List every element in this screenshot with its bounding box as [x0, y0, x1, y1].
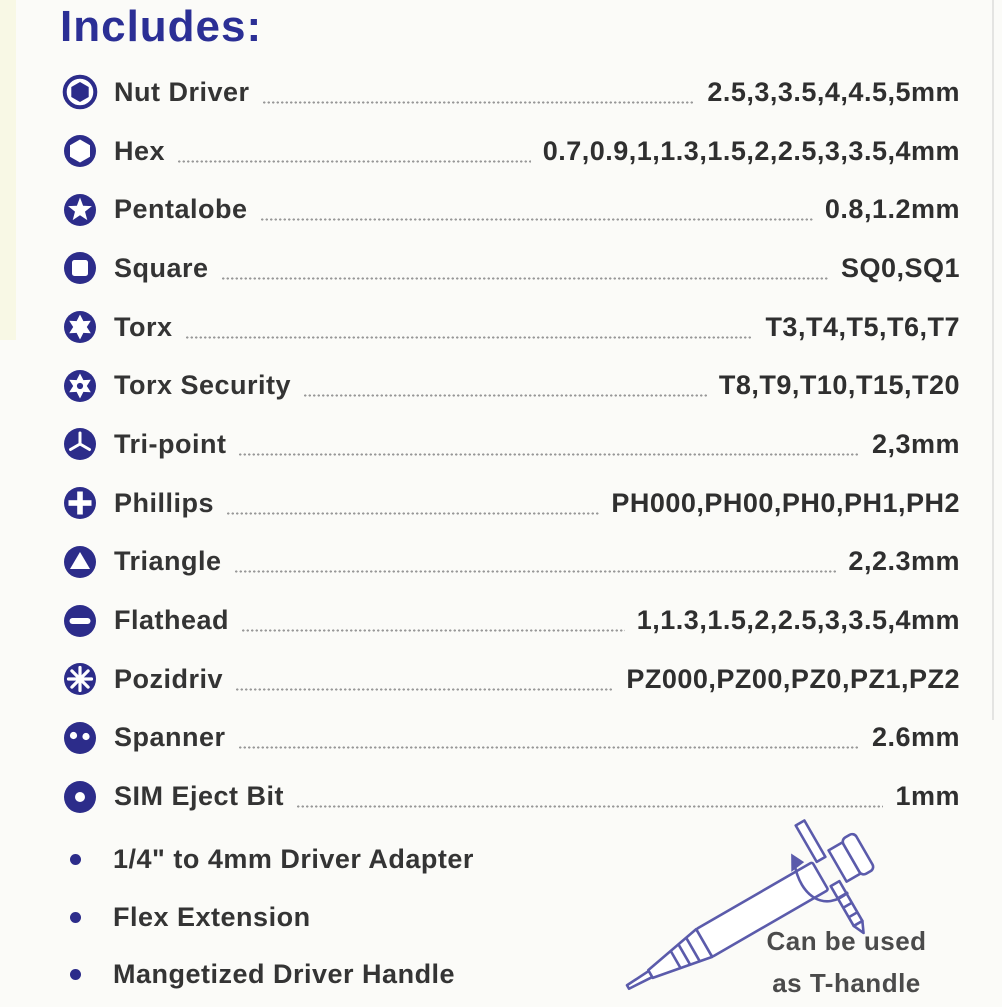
- phillips-icon: [62, 485, 98, 521]
- bit-row: [62, 122, 960, 181]
- pentalobe-icon: [62, 192, 98, 228]
- dotted-leader: [226, 512, 599, 515]
- bit-sizes: 2.5,3,3.5,4,4.5,5mm: [707, 76, 960, 107]
- bit-label: Spanner: [114, 722, 226, 753]
- square-icon: [62, 250, 98, 286]
- extras-list: [70, 831, 474, 1004]
- caption-line: as T-handle: [772, 968, 921, 998]
- bit-sizes: T8,T9,T10,T15,T20: [718, 370, 960, 401]
- bit-label: Pentalobe: [114, 194, 248, 225]
- bit-row: [62, 650, 960, 709]
- bit-sizes: 1mm: [895, 781, 960, 812]
- flathead-icon: [62, 603, 98, 639]
- bit-sizes: PH000,PH00,PH0,PH1,PH2: [611, 487, 960, 518]
- extra-item: [70, 946, 474, 1004]
- bit-row: [62, 533, 960, 592]
- bullet-icon: [70, 854, 81, 865]
- triangle-icon: [62, 544, 98, 580]
- extra-label: Flex Extension: [113, 901, 311, 932]
- bit-sizes: 0.7,0.9,1,1.3,1.5,2,2.5,3,3.5,4mm: [542, 135, 960, 166]
- extra-item: [70, 889, 474, 947]
- bit-sizes: 2,2.3mm: [848, 546, 960, 577]
- bit-row: [62, 591, 960, 650]
- bit-label: Phillips: [114, 487, 215, 518]
- extra-label: 1/4" to 4mm Driver Adapter: [113, 844, 474, 875]
- driver-tip: [626, 971, 652, 990]
- bit-row: [62, 298, 960, 357]
- scan-artifact-left: [0, 0, 16, 340]
- bit-sizes: 1,1.3,1.5,2,2.5,3,3.5,4mm: [636, 605, 960, 636]
- spanner-icon: [62, 720, 98, 756]
- bit-label: Flathead: [114, 605, 230, 636]
- bit-sizes: SQ0,SQ1: [840, 252, 960, 283]
- bit-sizes: 2.6mm: [871, 722, 960, 753]
- bit-label: Triangle: [114, 546, 222, 577]
- dotted-leader: [260, 218, 813, 221]
- pozidriv-icon: [62, 661, 98, 697]
- t-bar-upper-rod: [796, 821, 826, 862]
- bit-row: [62, 239, 960, 298]
- dotted-leader: [262, 101, 696, 104]
- caption-line: Can be used: [766, 926, 927, 956]
- bit-row: [62, 415, 960, 474]
- bit-sizes: PZ000,PZ00,PZ0,PZ1,PZ2: [626, 663, 960, 694]
- dotted-leader: [221, 277, 829, 280]
- extra-label: Mangetized Driver Handle: [113, 959, 456, 990]
- dotted-leader: [185, 336, 754, 339]
- nut-driver-icon: [62, 74, 98, 110]
- dotted-leader: [177, 160, 531, 163]
- page-title: Includes:: [60, 2, 263, 51]
- bit-row: [62, 474, 960, 533]
- bit-label: Square: [114, 252, 209, 283]
- bit-row: [62, 356, 960, 415]
- dotted-leader: [303, 394, 707, 397]
- bit-row: [62, 63, 960, 122]
- sim-eject-bit-icon: [62, 779, 98, 815]
- bit-label: Pozidriv: [114, 663, 224, 694]
- bit-label: Torx Security: [114, 370, 292, 401]
- torx-icon: [62, 309, 98, 345]
- torx-security-icon: [62, 368, 98, 404]
- bit-label: Hex: [114, 135, 166, 166]
- bit-sizes: T3,T4,T5,T6,T7: [765, 311, 960, 342]
- bit-row: [62, 709, 960, 768]
- bit-sizes: 2,3mm: [871, 428, 960, 459]
- dotted-leader: [234, 570, 837, 573]
- bit-label: SIM Eject Bit: [114, 781, 285, 812]
- bit-sizes: 0.8,1.2mm: [824, 194, 960, 225]
- hex-icon: [62, 133, 98, 169]
- bullet-icon: [70, 969, 81, 980]
- bullet-icon: [70, 912, 81, 923]
- bit-row: [62, 180, 960, 239]
- bit-label: Torx: [114, 311, 173, 342]
- dotted-leader: [235, 688, 614, 691]
- dotted-leader: [238, 746, 860, 749]
- bit-list: [62, 63, 960, 826]
- t-handle-caption: [729, 920, 964, 1004]
- bit-label: Tri-point: [114, 428, 227, 459]
- extra-item: [70, 831, 474, 889]
- dotted-leader: [238, 453, 859, 456]
- bit-label: Nut Driver: [114, 76, 250, 107]
- scan-artifact-right: [992, 0, 994, 720]
- tri-point-icon: [62, 426, 98, 462]
- dotted-leader: [296, 805, 883, 808]
- dotted-leader: [241, 629, 625, 632]
